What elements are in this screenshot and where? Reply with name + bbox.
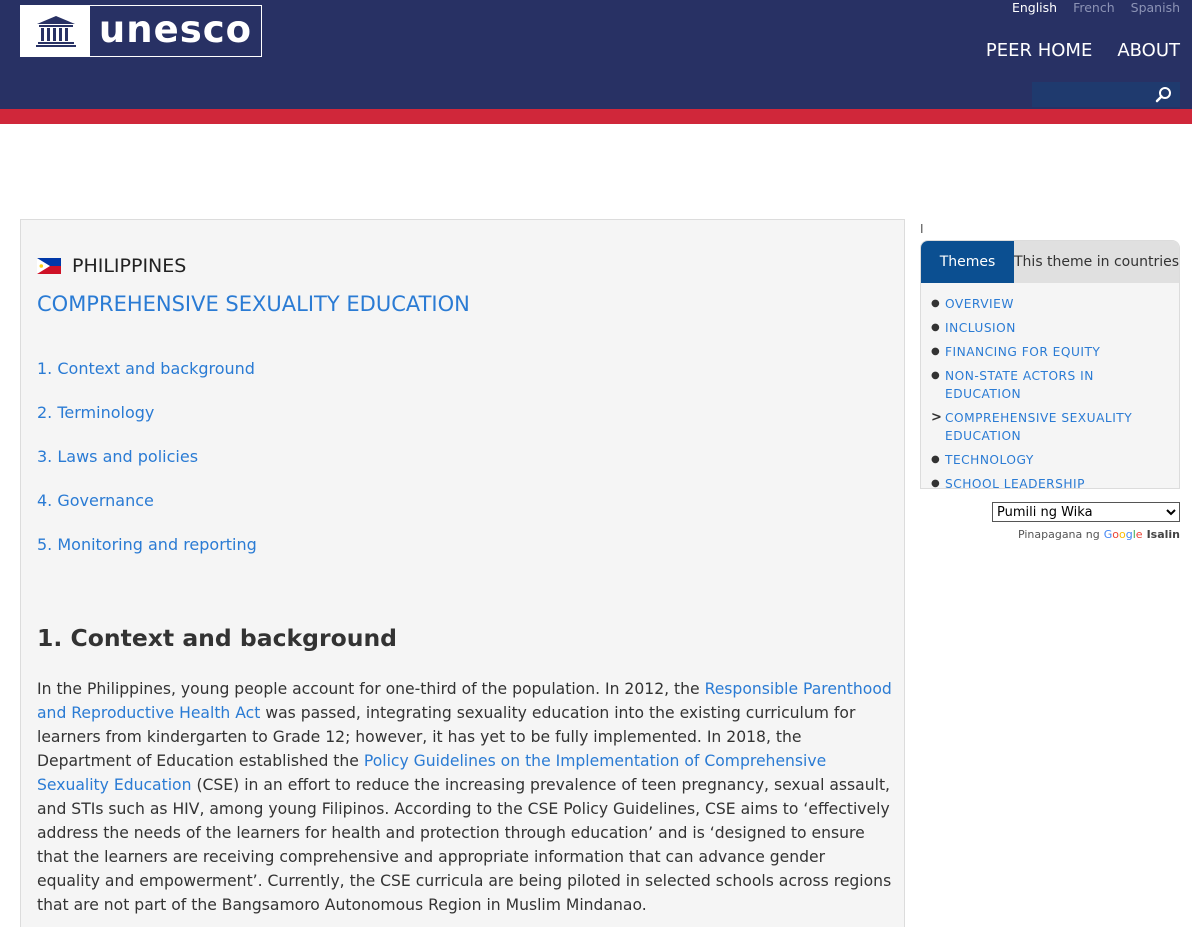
country-name: PHILIPPINES	[72, 255, 187, 277]
powered-by-label: Pinapagana ng	[1017, 528, 1100, 541]
theme-label: OVERVIEW	[945, 297, 1014, 311]
theme-item-non-state-actors[interactable]	[931, 367, 1169, 403]
country-header	[37, 255, 186, 277]
section-heading: 1. Context and background	[37, 624, 397, 652]
chevron-right-icon: >	[931, 410, 943, 425]
search-icon[interactable]	[1155, 86, 1172, 103]
sidebar-tabs	[921, 241, 1179, 283]
theme-label: TECHNOLOGY	[945, 453, 1034, 467]
tab-theme-in-countries[interactable]: This theme in countries	[1014, 241, 1179, 283]
philippines-flag-icon	[37, 258, 61, 274]
unesco-logo[interactable]	[20, 5, 262, 57]
cse-guidelines-link[interactable]: Policy Guidelines on the Implementation of Comprehensive Sexuality Education	[37, 752, 827, 794]
theme-label: NON-STATE ACTORS IN EDUCATION	[945, 369, 1094, 401]
theme-item-technology[interactable]	[931, 451, 1169, 469]
google-logo: Google	[1103, 528, 1143, 541]
theme-item-overview[interactable]	[931, 295, 1169, 313]
tab-themes[interactable]: Themes	[921, 241, 1014, 283]
themes-list	[921, 283, 1179, 489]
nav-peer-home[interactable]: PEER HOME	[985, 40, 1093, 61]
theme-item-cse[interactable]	[931, 409, 1169, 445]
toc-link-terminology[interactable]: 2. Terminology	[37, 403, 155, 422]
bullet-icon: ●	[931, 478, 941, 489]
google-translate-credit	[1018, 528, 1180, 541]
rph-act-link[interactable]: Responsible Parenthood and Reproductive Health Act	[37, 680, 892, 722]
main-content	[20, 219, 905, 927]
translate-link[interactable]: Isalin	[1146, 528, 1180, 541]
bullet-icon: ●	[931, 298, 941, 309]
accent-bar	[0, 109, 1192, 124]
para-text-1: In the Philippines, young people account for one-third of the population. In 2012, the	[37, 680, 705, 698]
bullet-icon: ●	[931, 370, 941, 381]
table-of-contents	[37, 359, 257, 579]
toc-link-governance[interactable]: 4. Governance	[37, 491, 154, 510]
language-switcher	[1012, 0, 1180, 15]
bullet-icon: ●	[931, 346, 941, 357]
bullet-icon: ●	[931, 454, 941, 465]
logo-wordmark: unesco	[98, 7, 253, 51]
search-box	[1032, 82, 1180, 107]
theme-label: INCLUSION	[945, 321, 1016, 335]
lang-english[interactable]: English	[1011, 0, 1058, 15]
text-marker: I	[920, 222, 924, 236]
unesco-temple-icon	[21, 6, 90, 56]
themes-sidebar	[920, 240, 1180, 489]
toc-link-monitoring[interactable]: 5. Monitoring and reporting	[37, 535, 257, 554]
theme-label: COMPREHENSIVE SEXUALITY EDUCATION	[945, 411, 1133, 443]
lang-spanish[interactable]: Spanish	[1130, 0, 1180, 15]
bullet-icon: ●	[931, 322, 941, 333]
theme-item-financing[interactable]	[931, 343, 1169, 361]
nav-about[interactable]: ABOUT	[1117, 40, 1180, 61]
para-text-3: (CSE) in an effort to reduce the increasing prevalence of teen pregnancy, sexual assault, and STIs such as HIV, among young Filipinos. According to the CSE Policy Guidelines, CSE aims to ‘effectively address the needs of the learners for health and protection through education’ and is ‘designed to ensure that the learners are receiving comprehensive and appropriate information that can advance gender equality and empowerment’. Currently, the CSE curricula are being piloted in selected schools across regions that are not part of the Bangsamoro Autonomous Region in Muslim Mindanao.	[37, 776, 892, 914]
theme-label: FINANCING FOR EQUITY	[945, 345, 1101, 359]
lang-french[interactable]: French	[1073, 0, 1115, 15]
theme-item-inclusion[interactable]	[931, 319, 1169, 337]
main-nav	[986, 40, 1180, 61]
search-input[interactable]	[1032, 82, 1152, 107]
context-paragraph	[37, 677, 892, 917]
page-title[interactable]: COMPREHENSIVE SEXUALITY EDUCATION	[37, 292, 470, 316]
theme-item-school-leadership[interactable]	[931, 475, 1169, 489]
toc-link-context[interactable]: 1. Context and background	[37, 359, 255, 378]
theme-label: SCHOOL LEADERSHIP	[945, 477, 1085, 489]
site-header	[0, 0, 1192, 109]
toc-link-laws[interactable]: 3. Laws and policies	[37, 447, 199, 466]
language-select[interactable]	[992, 502, 1180, 522]
para-text-2: was passed, integrating sexuality education into the existing curriculum for learners from kindergarten to Grade 12; however, it has yet to be fully implemented. In 2018, the Department of Education established the	[37, 704, 856, 770]
